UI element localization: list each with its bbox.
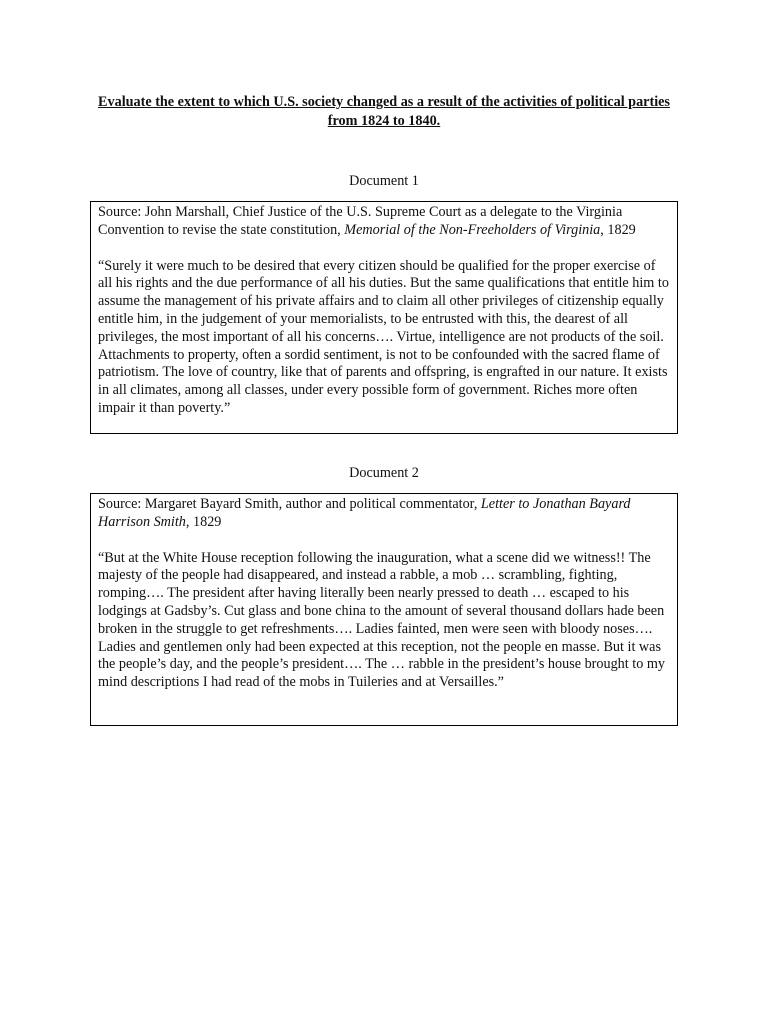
document-1-source-work: Memorial of the Non-Freeholders of Virginia	[344, 221, 601, 238]
document-1-title: Document 1	[349, 173, 419, 189]
document-2-source-prefix: Source: Margaret Bayard Smith, author and political commentator,	[98, 496, 481, 512]
document-2-source-suffix: , 1829	[185, 513, 222, 530]
document-2-box	[90, 493, 678, 726]
document-1-source-suffix: , 1829	[600, 221, 636, 238]
document-1-quote: “Surely it were much to be desired that every citizen should be qualified for the proper exercise of all his rights and the due performance of all his duties. But the same qualifications that entitle him to assume the management of his private affairs and to claim all other privileges of citizenship equally entitle him, in the judgement of your memorialists, to be entrusted with this, the dearest of all privileges, the most important of all his concerns…. Virtue, intelligence are not products of the soil. Attachments to property, often a sordid sentiment, is not to be confounded with the sacred flame of patriotism. The love of country, like that of parents and offspring, is engrafted in our nature. It exists in all climates, among all classes, under every possible form of government. Riches more often impair it than poverty.”	[98, 257, 669, 416]
essay-prompt: Evaluate the extent to which U.S. society changed as a result of the activities of political parties from 1824 to 1840.	[98, 94, 670, 129]
document-2-quote: “But at the White House reception following the inauguration, what a scene did we witness!! The majesty of the people had disappeared, and instead a rabble, a mob … scrambling, fighting, romping…. The president after having literally been nearly pressed to death … escaped to his lodgings at Gadsby’s. Cut glass and bone china to the amount of several thousand dollars hade been broken in the struggle to get refreshments…. Ladies fainted, men were seen with bloody noses…. Ladies and gentlemen only had been expected at this reception, not the people en masse. But it was the people’s day, and the people’s president…. The … rabble in the president’s house brought to my mind descriptions I had read of the mobs in Tuileries and at Versailles.”	[98, 549, 665, 691]
document-1-source	[98, 204, 670, 240]
document-2-source	[98, 496, 670, 532]
document-2-source-work: Letter to Jonathan Bayard Harrison Smith	[98, 496, 631, 530]
document-2-title: Document 2	[349, 465, 419, 481]
document-1-box	[90, 201, 678, 434]
document-1-source-prefix: Source: John Marshall, Chief Justice of the U.S. Supreme Court as a delegate to the Virginia Convention to revise the state constitution,	[98, 204, 623, 238]
